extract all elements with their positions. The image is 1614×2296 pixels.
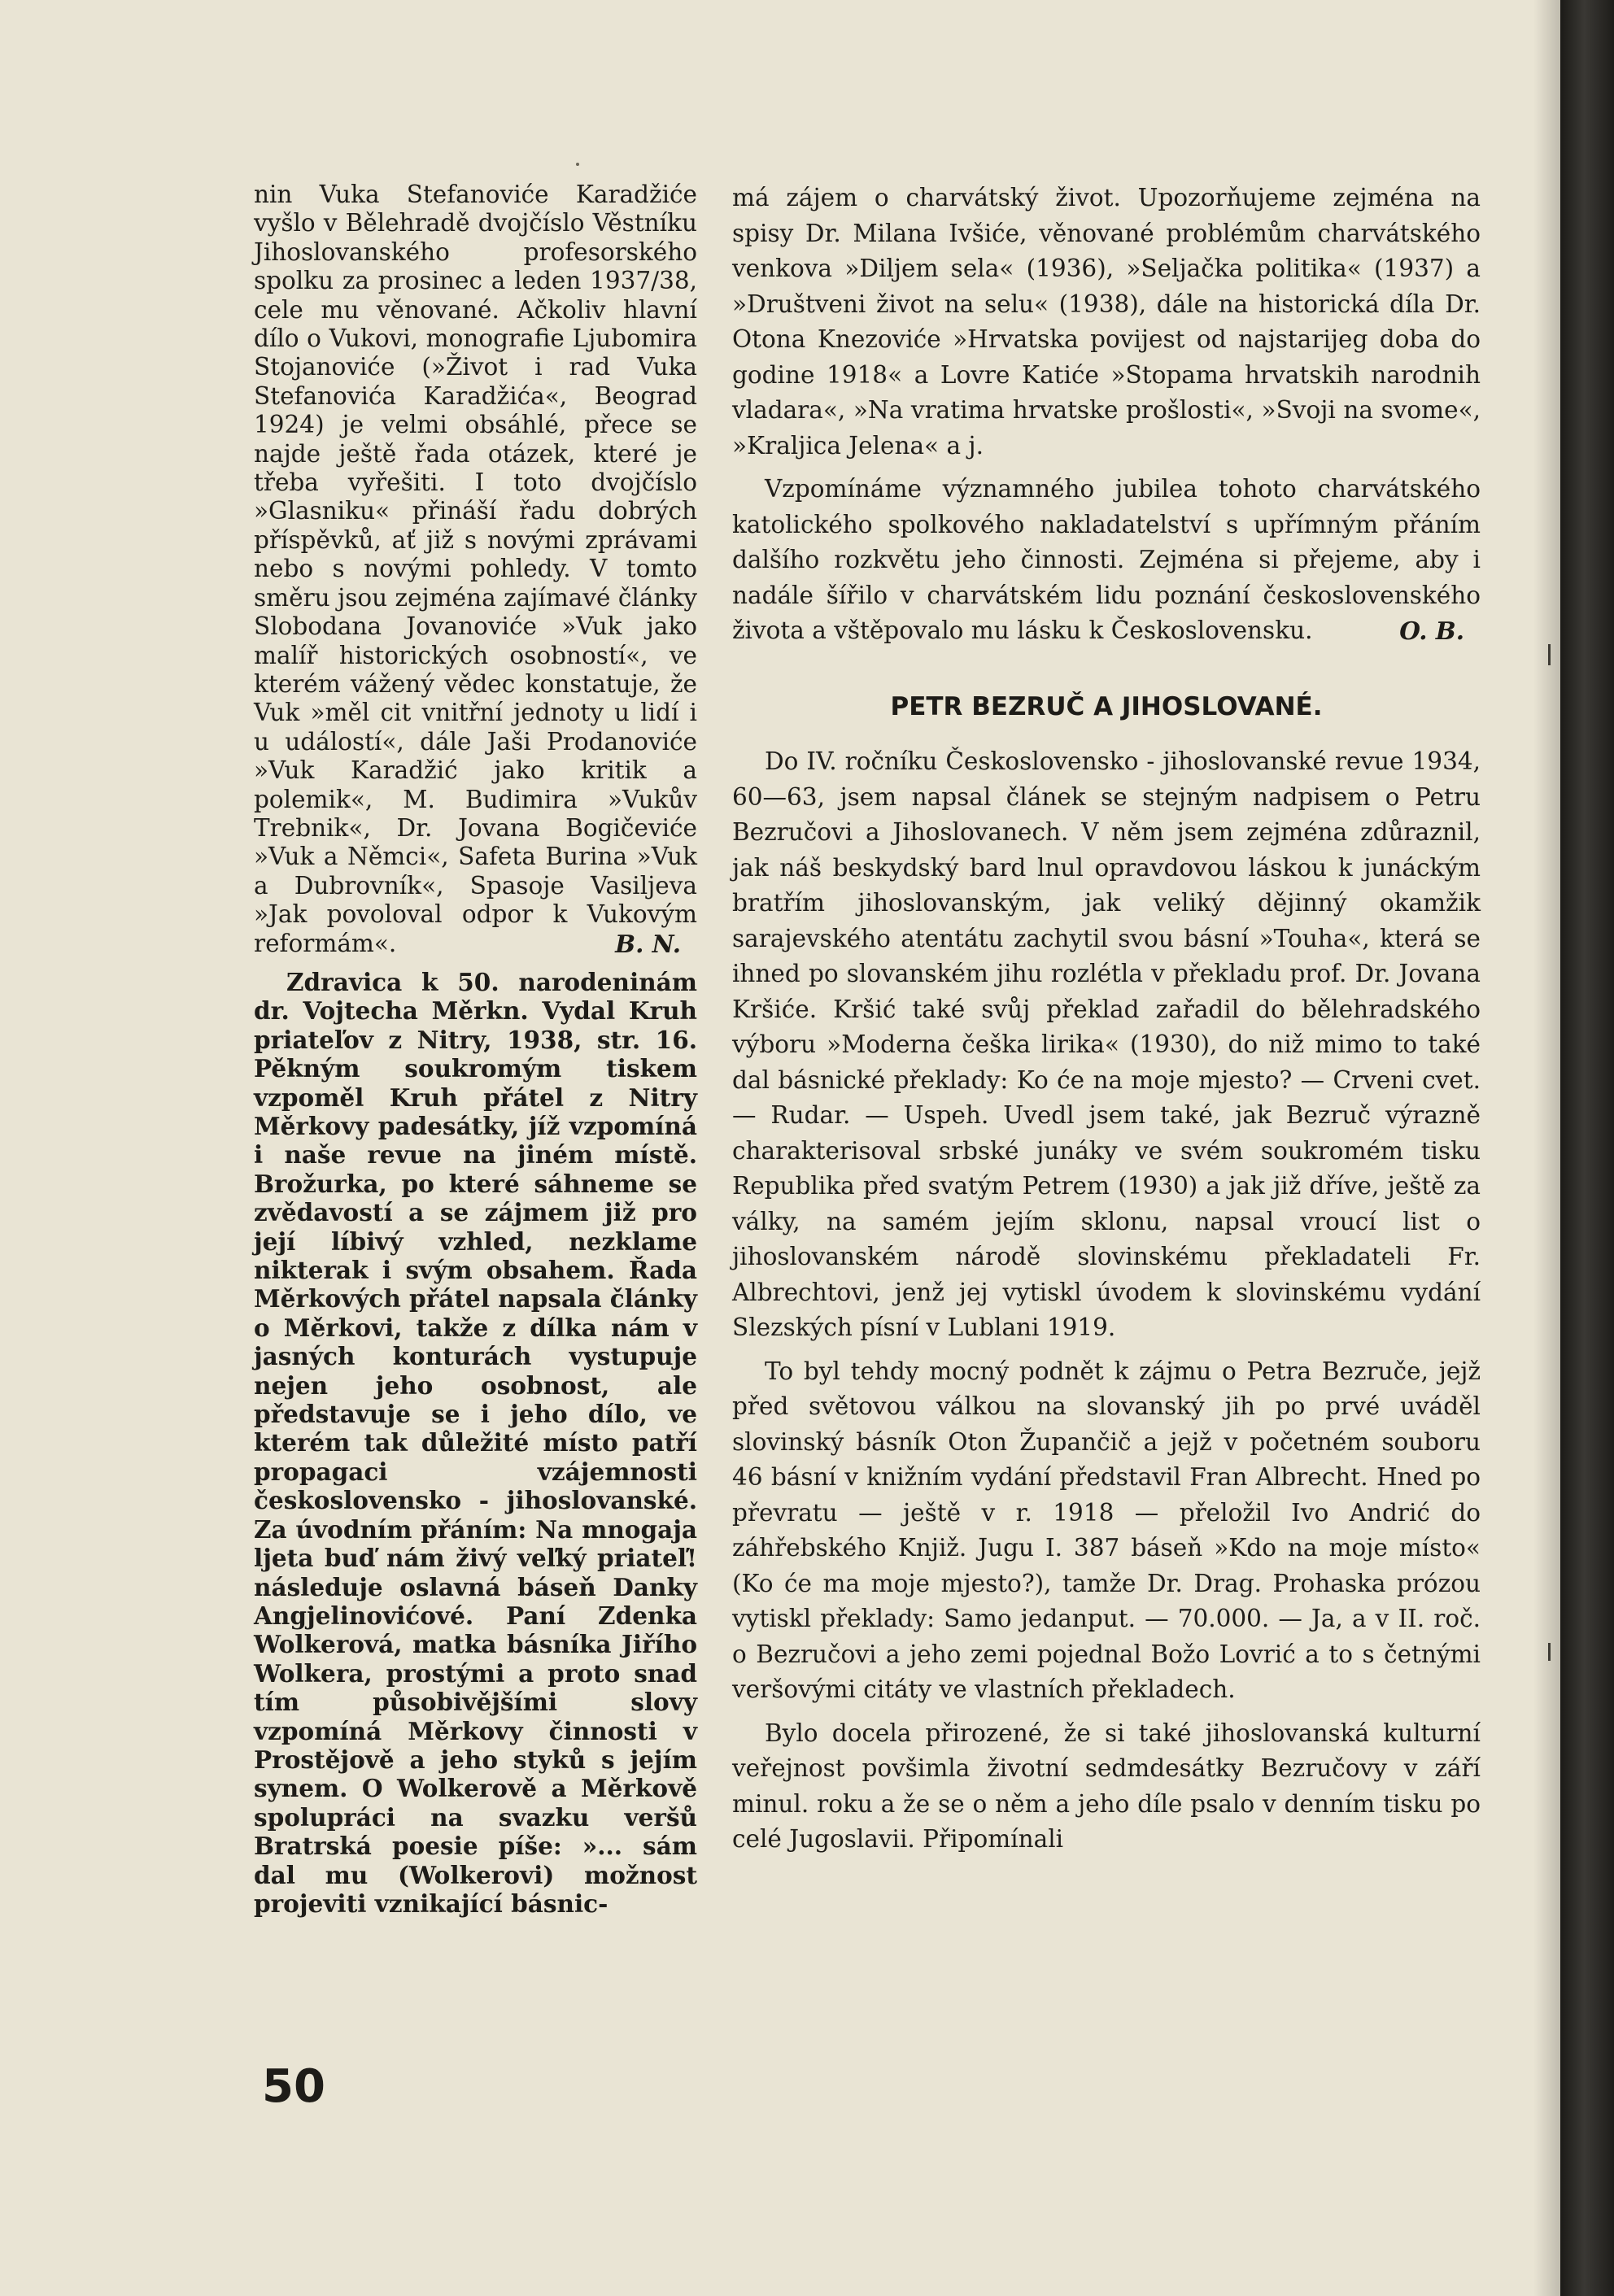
review-entry — [254, 968, 697, 1918]
right-paragraph-jubilee: Vzpomínáme významného jubilea tohoto charvátského katolického spolkového nakladatelství s upřímným přáním dalšího rozkvětu jeho činnosti. Zejména si přejeme, aby i nadále šířilo v charvátském lidu poznání československého života a vštěpovalo mu lásku k Československu. O. B. — [732, 472, 1481, 649]
margin-mark — [1548, 1643, 1551, 1661]
section-heading: PETR BEZRUČ A JIHOSLOVANÉ. — [890, 691, 1323, 721]
signature-ob: O. B. — [1399, 616, 1464, 645]
page-edge-shadow — [1533, 0, 1560, 2296]
review-meta: Vydal Kruh priateľov z Nitry, 1938, str. 16. — [254, 996, 697, 1054]
book-binding — [1560, 0, 1614, 2296]
review-title: Zdravica k 50. narodeninám dr. Vojtecha Měrkn. — [254, 967, 697, 1026]
print-speck — [576, 163, 579, 166]
left-paragraph-zdravica: Pěkným soukromým tiskem vzpoměl Kruh přátel z Nitry Měrkovy padesátky, jíž vzpomíná i naše revue na jiném místě. Brožurka, po které sáhneme se zvědavostí a se zájmem již pro její líbivý vzhled, nezklame nikterak i svým obsahem. Řada Měrkových přátel napsala články o Měrkovi, takže z dílka nám v jasných konturách vystupuje nejen jeho osobnost, ale představuje se i jeho dílo, ve kterém tak důležité místo patří propagaci vzájemnosti československo - jihoslovanské. Za úvodním přáním: Na mnogaja ljeta buď nám živý veľký priateľ! následuje oslavná báseň Danky Angjelinovićové. Paní Zdenka Wolkerová, matka básníka Jiřího Wolkera, prostými a proto snad tím působivějšími slovy vzpomíná Měrkovy činnosti v Prostějově a jeho styků s jejím synem. O Wolkerově a Měrkově spolupráci na svazku veršů Bratrská poesie píše: »... sám dal mu (Wolkerovi) možnost projeviti vznikající básnic- — [254, 1054, 698, 1918]
right-paragraph-anniversary: Bylo docela přirozené, že si také jihoslovanská kulturní veřejnost povšimla životní sedmdesátky Bezručovy v září minul. roku a že se o něm a jeho díle psalo v denním tisku po celé Jugoslavii. Připomínali — [732, 1719, 1481, 1853]
signature-bn: B. N. — [615, 929, 681, 958]
right-paragraph-intro: má zájem o charvátský život. Upozorňujeme zejména na spisy Dr. Milana Ivšiće, věnované problémům charvátského venkova »Diljem sela« (1936), »Seljačka politika« (1937) a »Društveni život na selu« (1938), dále na historická díla Dr. Otona Knezoviće »Hrvatska povijest od najstarijeg doba do godine 1918« a Lovre Katiće »Stopama hrvatskih narodnih vladara«, »Na vratima hrvatske prošlosti«, »Svoji na svome«, »Kraljica Jelena« a j. — [732, 184, 1481, 460]
right-paragraph-impulse: To byl tehdy mocný podnět k zájmu o Petra Bezruče, jejž před světovou válkou na slovanský jih po prvé uváděl slovinský básník Oton Župančič a jejž v početném souboru 46 básní v knižním vydání představil Fran Albrecht. Hned po převratu — ještě v r. 1918 — přeložil Ivo Andrić do záhřebského Knjiž. Jugu I. 387 báseň »Kdo na moje místo« (Ko će ma moje mjesto?), tamže Dr. Drag. Prohaska prózou vytiskl překlady: Samo jedanput. — 70.000. — Ja, a v II. roč. o Bezručovi a jeho zemi pojednal Božo Lovrić a to s četnými veršovými citáty ve vlastních překladech. — [732, 1357, 1481, 1703]
left-column — [254, 181, 697, 1918]
margin-mark — [1548, 644, 1551, 665]
left-paragraph-vuk: nin Vuka Stefanoviće Karadžiće vyšlo v Bělehradě dvojčíslo Věstníku Jihoslovanského profesorského spolku za prosinec a leden 1937/38, cele mu věnované. Ačkoliv hlavní dílo o Vukovi, monografie Ljubomira Stojanoviće (»Život i rad Vuka Stefanovića Karadžića«, Beograd 1924) je velmi obsáhlé, přece se najde ještě řada otázek, které je třeba vyřešiti. I toto dvojčíslo »Glasniku« přináší řadu dobrých příspěvků, ať již s novými zprávami nebo s novými pohledy. V tomto směru jsou zejména zajímavé články Slobodana Jovanoviće »Vuk jako malíř historických osobností«, ve kterém vážený vědec konstatuje, že Vuk »měl cit vnitřní jednoty u lidí i u událostí«, dále Jaši Prodanoviće »Vuk Karadžić jako kritik a polemik«, M. Budimira »Vukův Trebnik«, Dr. Jovana Bogičeviće »Vuk a Němci«, Safeta Burina »Vuk a Dubrovník«, Spasoje Vasiljeva »Jak povoloval odpor k Vukovým reformám«. B. N. — [254, 181, 697, 958]
right-paragraph-bezruc: Do IV. ročníku Československo - jihoslovanské revue 1934, 60—63, jsem napsal článek se stejným nadpisem o Petru Bezručovi a Jihoslovanech. V něm jsem zejména zdůraznil, jak náš beskydský bard lnul opravdovou láskou k junáckým bratřím jihoslovanským, jak veliký dějinný okamžik sarajevského atentátu zachytil svou básní »Touha«, která se ihned po slovanském jihu rozlétla v překladu prof. Dr. Jovana Kršiće. Kršić také svůj překlad zařadil do bělehradského výboru »Moderna češka lirika« (1930), do niž mimo to také dal básnické překlady: Ko će na moje mjesto? — Crveni cvet. — Rudar. — Uspeh. Uvedl jsem také, jak Bezruč výrazně charakterisoval srbské junáky ve svém soukromém tisku Republika před svatým Petrem (1930) a jak již dříve, ještě za války, na samém jejím sklonu, napsal vroucí list o jihoslovanském národě slovinskému překladateli Fr. Albrechtovi, jenž jej vytiskl úvodem k slovinskému vydání Slezských písní v Lublani 1919. — [732, 747, 1481, 1341]
page-number: 50 — [262, 2060, 325, 2113]
right-column — [732, 181, 1481, 1858]
